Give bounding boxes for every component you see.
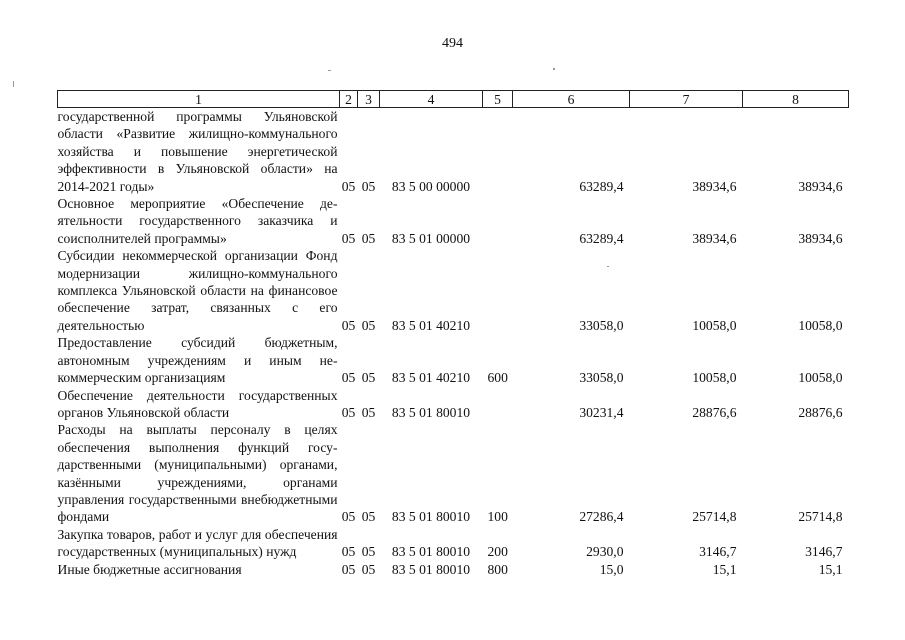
row-name-cell: Иные бюджетные ассигнования [57,561,242,577]
section-cell: 05 [341,317,356,333]
amount-cell: 38934,6 [692,178,737,194]
amount-cell: 15,1 [712,561,737,577]
amount-cell: 10058,0 [692,370,737,386]
row-name-cell: Расходы на выплаты персоналу в целях обеспечения выполнения функций государственными (муниципальными) органами, казёнными учреждениями, органами управления государственными внебюджетными фондами [57,422,338,525]
table-row [58,195,849,247]
budget-table [57,90,849,578]
column-header: 5 [483,91,513,108]
target-article-cell: 83 5 01 40210 [391,370,471,386]
amount-cell: 33058,0 [579,370,624,386]
table-row [58,561,849,578]
table-row [58,421,849,525]
amount-cell: 25714,8 [798,509,843,525]
amount-cell: 15,0 [599,561,624,577]
table-row [58,526,849,561]
subsection-cell: 05 [361,370,376,386]
section-cell: 05 [341,561,356,577]
amount-cell: 15,1 [818,561,843,577]
subsection-cell: 05 [361,317,376,333]
row-name-cell: Закупка товаров, работ и услуг для обеспечения государственных (муниципальных) нужд [57,526,338,560]
target-article-cell: 83 5 01 80010 [391,509,471,525]
table-row [58,334,849,386]
section-cell: 05 [341,404,356,420]
column-header: 2 [340,91,358,108]
table-row [58,387,849,422]
page-number: 494 [442,36,463,51]
target-article-cell: 83 5 00 00000 [391,178,471,194]
row-name-cell: Предоставление субсидий бюджетным, автономным учреждениям и иным некоммерческим организациям [57,335,338,386]
amount-cell: 63289,4 [579,230,624,246]
amount-cell: 10058,0 [692,317,737,333]
column-header: 6 [513,91,630,108]
amount-cell: 10058,0 [798,317,843,333]
scan-speck [328,70,331,71]
row-name-cell: Субсидии некоммерческой организации Фонд модернизации жилищно-коммунального комплекса Ульяновской области на финансовое обеспечение затрат, связанных с его деятельностью [57,248,338,333]
amount-cell: 38934,6 [692,230,737,246]
expense-type-cell [483,195,513,247]
subsection-cell: 05 [361,230,376,246]
amount-cell: 3146,7 [699,544,737,560]
column-header: 1 [58,91,340,108]
subsection-cell: 05 [361,178,376,194]
row-name-cell: Обеспечение деятельности государственных органов Ульяновской области [57,387,338,420]
column-header: 8 [743,91,849,108]
subsection-cell: 05 [361,544,376,560]
amount-cell: 3146,7 [805,544,843,560]
target-article-cell: 83 5 01 80010 [391,544,471,560]
row-name-cell: Основное мероприятие «Обеспечение деятельности государственного заказчика и соисполнителей программы» [57,196,338,246]
section-cell: 05 [341,178,356,194]
subsection-cell: 05 [361,404,376,420]
target-article-cell: 83 5 01 80010 [391,404,471,420]
amount-cell: 28876,6 [798,404,843,420]
target-article-cell: 83 5 01 00000 [391,230,471,246]
expense-type-cell [483,387,513,422]
amount-cell: 25714,8 [692,509,737,525]
expense-type-cell [483,247,513,334]
expense-type-cell: 800 [487,561,508,577]
header-row [58,91,849,108]
section-cell: 05 [341,230,356,246]
column-header: 7 [630,91,743,108]
amount-cell: 28876,6 [692,404,737,420]
section-cell: 05 [341,509,356,525]
subsection-cell: 05 [361,509,376,525]
scan-speck [13,81,14,87]
expense-type-cell: 600 [487,370,508,386]
amount-cell: 10058,0 [798,370,843,386]
table-row [58,247,849,334]
table-body [58,108,849,578]
expense-type-cell [483,108,513,196]
amount-cell: 30231,4 [579,404,624,420]
amount-cell: 63289,4 [579,178,624,194]
amount-cell: 2930,0 [586,544,624,560]
table-row [58,108,849,196]
section-cell: 05 [341,544,356,560]
scan-speck [553,68,555,70]
row-name-cell: государственной программы Ульяновской области «Развитие жилищно-коммунального хозяйства и повышение энергетической эффективности в Ульяновской области» на 2014-2021 годы» [57,109,338,194]
column-header: 3 [358,91,380,108]
subsection-cell: 05 [361,561,376,577]
amount-cell: 33058,0 [579,317,624,333]
section-cell: 05 [341,370,356,386]
amount-cell: 38934,6 [798,230,843,246]
expense-type-cell: 100 [487,509,508,525]
expense-type-cell: 200 [487,544,508,560]
column-header: 4 [380,91,483,108]
amount-cell: 27286,4 [579,509,624,525]
target-article-cell: 83 5 01 40210 [391,317,471,333]
target-article-cell: 83 5 01 80010 [391,561,471,577]
amount-cell: 38934,6 [798,178,843,194]
